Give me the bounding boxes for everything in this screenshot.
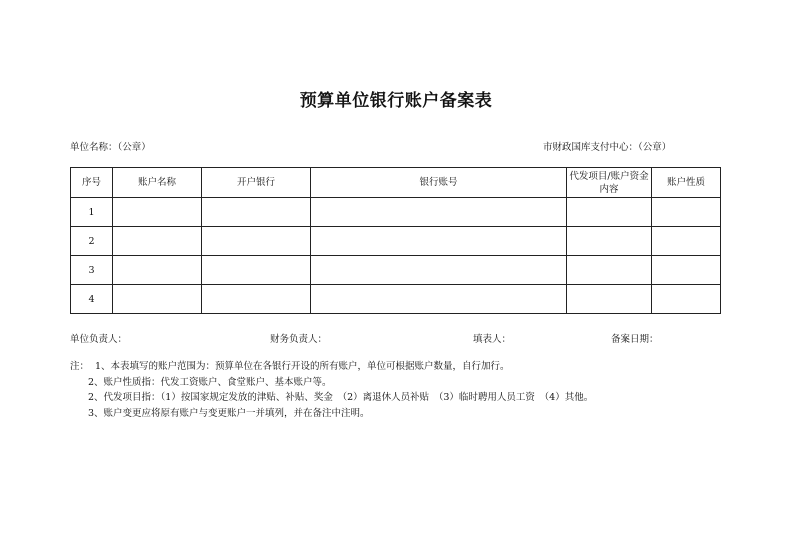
page-title: 预算单位银行账户备案表	[299, 91, 493, 111]
table-row	[71, 285, 721, 314]
notes-section	[70, 359, 593, 421]
cell-account-type[interactable]	[652, 256, 721, 285]
unit-name-label: 单位名称：（公章）	[70, 142, 151, 153]
cell-account-type[interactable]	[652, 198, 721, 227]
cell-account-name[interactable]	[113, 198, 202, 227]
account-table	[70, 167, 721, 314]
unit-head-label: 单位负责人：	[70, 334, 128, 345]
treasury-center-label: 市财政国库支付中心：（公章）	[543, 142, 672, 153]
cell-account-name[interactable]	[113, 285, 202, 314]
cell-account-number[interactable]	[311, 285, 567, 314]
row-index: 3	[71, 256, 113, 285]
note-text: 2、代发项目指：（1）按国家规定发放的津贴、补贴、奖金 （2）离退休人员补贴 （3）临时聘用人员工资 （4）其他。	[88, 392, 594, 403]
header-payroll-content: 代发项目/账户资金内容	[567, 168, 652, 198]
cell-bank[interactable]	[202, 227, 311, 256]
cell-account-name[interactable]	[113, 256, 202, 285]
header-index: 序号	[71, 168, 113, 198]
cell-account-name[interactable]	[113, 227, 202, 256]
cell-bank[interactable]	[202, 285, 311, 314]
cell-account-number[interactable]	[311, 198, 567, 227]
cell-payroll-content[interactable]	[567, 198, 652, 227]
cell-bank[interactable]	[202, 198, 311, 227]
header-account-type: 账户性质	[652, 168, 721, 198]
table-row	[71, 227, 721, 256]
cell-payroll-content[interactable]	[567, 256, 652, 285]
table-row	[71, 256, 721, 285]
note-line-1	[70, 359, 593, 375]
filler-label: 填表人：	[473, 334, 512, 345]
filing-date-label: 备案日期：	[611, 334, 659, 345]
note-line-2	[70, 375, 593, 391]
header-account-name: 账户名称	[113, 168, 202, 198]
row-index: 2	[71, 227, 113, 256]
note-text: 2、账户性质指：代发工资账户、食堂账户、基本账户等。	[88, 376, 332, 388]
cell-account-number[interactable]	[311, 256, 567, 285]
notes-prefix: 注：	[70, 361, 90, 372]
cell-payroll-content[interactable]	[567, 227, 652, 256]
row-index: 1	[71, 198, 113, 227]
cell-account-number[interactable]	[311, 227, 567, 256]
row-index: 4	[71, 285, 113, 314]
cell-account-type[interactable]	[652, 285, 721, 314]
note-line-4	[70, 406, 593, 422]
finance-head-label: 财务负责人：	[270, 334, 328, 345]
header-bank: 开户银行	[202, 168, 311, 198]
header-account-number: 银行账号	[311, 168, 567, 198]
note-text: 1、本表填写的账户范围为：预算单位在各银行开设的所有账户，单位可根据账户数量，自行加行。	[95, 361, 510, 372]
cell-account-type[interactable]	[652, 227, 721, 256]
cell-payroll-content[interactable]	[567, 285, 652, 314]
note-line-3	[70, 390, 593, 406]
table-row	[71, 198, 721, 227]
note-text: 3、账户变更应将原有账户与变更账户一并填列，并在备注中注明。	[88, 407, 370, 419]
table-header-row	[71, 168, 721, 198]
cell-bank[interactable]	[202, 256, 311, 285]
